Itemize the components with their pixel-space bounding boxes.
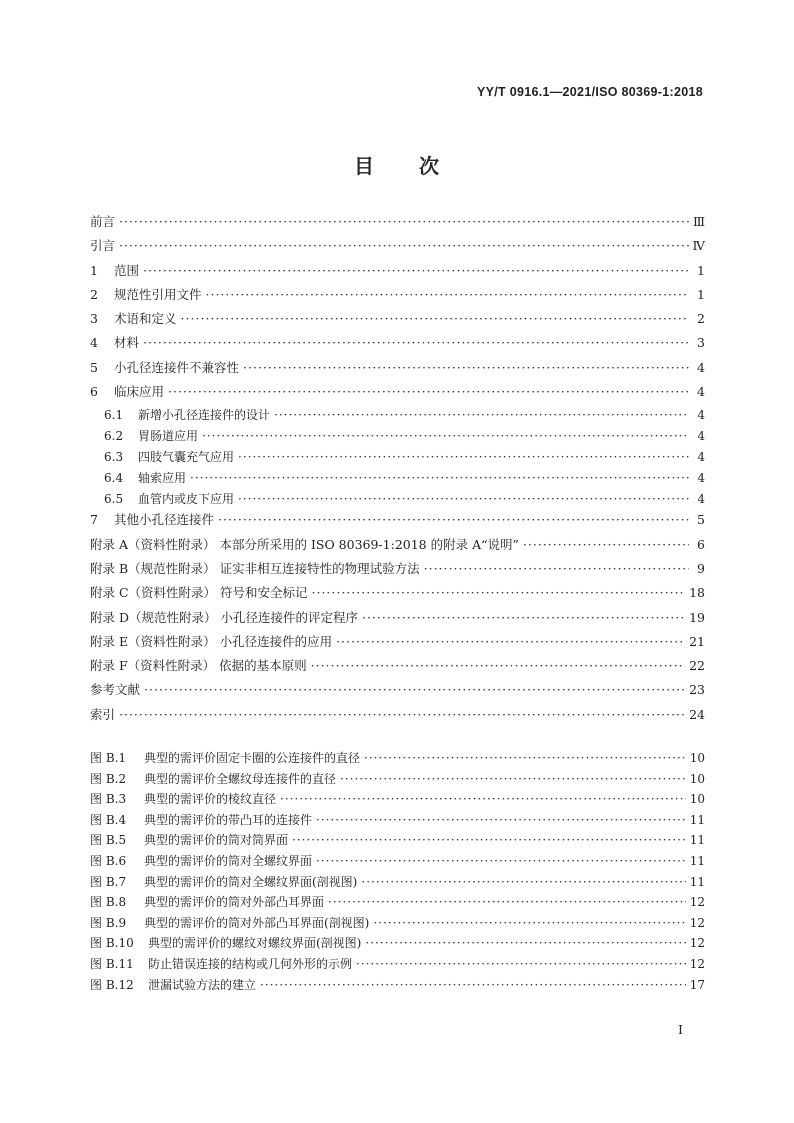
toc-entry-label — [90, 608, 358, 626]
dot-leader — [274, 408, 689, 422]
toc-entry-page: 9 — [697, 560, 705, 576]
toc-entry[interactable] — [90, 705, 705, 729]
dot-leader — [168, 384, 689, 399]
toc-entry-number: 7 — [90, 512, 98, 528]
dot-leader — [364, 751, 686, 765]
figure-entry-label — [90, 831, 288, 848]
figure-title: 典型的需评价的筒对筒界面 — [144, 833, 289, 848]
toc-entry-text: 附录 A（资料性附录） 本部分所采用的 ISO 80369-1:2018 的附录 A“说明” — [90, 536, 519, 552]
toc-entry-text: 其他小孔径连接件 — [114, 512, 215, 528]
toc-entry[interactable] — [90, 358, 705, 382]
toc-entry-page: 19 — [689, 609, 705, 625]
figure-entry-label — [90, 873, 357, 890]
toc-entry-text: 参考文献 — [90, 682, 141, 698]
dot-leader — [218, 512, 689, 527]
dot-leader — [336, 634, 685, 649]
figure-page: 17 — [689, 977, 705, 992]
figure-entry-label — [90, 749, 360, 766]
toc-entry-page: 4 — [697, 449, 705, 464]
figure-title: 典型的需评价固定卡圈的公连接件的直径 — [144, 751, 361, 765]
dot-leader — [190, 471, 689, 485]
toc-entry[interactable] — [90, 510, 705, 534]
figure-page: 11 — [689, 812, 705, 827]
figure-number: 图 B.4 — [90, 812, 127, 827]
toc-entry-text: 附录 B（规范性附录） 证实非相互连接特性的物理试验方法 — [90, 560, 420, 576]
toc-entry-label — [90, 309, 177, 327]
toc-entry[interactable] — [90, 212, 705, 236]
figure-page: 12 — [689, 956, 705, 971]
figure-entry[interactable] — [90, 934, 705, 955]
figure-page: 11 — [689, 874, 705, 889]
dot-leader — [316, 854, 686, 868]
toc-entry-text: 材料 — [114, 335, 140, 351]
toc-entry-text: 附录 E（资料性附录） 小孔径连接件的应用 — [90, 633, 333, 649]
toc-entry-label — [90, 535, 519, 553]
figure-entry-label — [90, 790, 276, 807]
figure-page: 10 — [689, 792, 705, 807]
toc-entry-number: 4 — [90, 335, 98, 351]
figure-entry[interactable] — [90, 811, 705, 832]
toc-entry-page: 4 — [697, 384, 705, 400]
dot-leader — [316, 813, 686, 827]
figure-title: 典型的需评价的筒对外部凸耳界面(剖视图) — [144, 915, 370, 930]
dot-leader — [373, 916, 685, 930]
dot-leader — [243, 360, 689, 375]
dot-leader — [260, 978, 686, 992]
dot-leader — [144, 682, 685, 697]
toc-entry[interactable] — [90, 583, 705, 607]
figure-title: 典型的需评价的筒对全螺纹界面 — [144, 853, 313, 868]
toc-entry-page: 6 — [697, 536, 705, 552]
toc-entry-text: 术语和定义 — [114, 311, 177, 327]
figure-number: 图 B.12 — [90, 977, 134, 992]
figure-entry[interactable] — [90, 770, 705, 791]
toc-entry-label — [90, 285, 202, 303]
toc-entry[interactable] — [90, 608, 705, 632]
toc-entry-page: 4 — [697, 359, 705, 375]
figure-title: 防止错误连接的结构或几何外形的示例 — [148, 956, 353, 971]
toc-entry-page: Ⅳ — [692, 238, 705, 254]
toc-entry-page: 4 — [697, 470, 705, 485]
toc-entry-label — [90, 333, 139, 351]
toc-entry-label — [90, 583, 308, 601]
dot-leader — [119, 238, 688, 253]
toc-entry-text: 索引 — [90, 706, 116, 722]
toc-entry-page: 24 — [689, 706, 705, 722]
figure-number: 图 B.8 — [90, 895, 127, 910]
figure-entry[interactable] — [90, 873, 705, 894]
toc-entry-number: 6.1 — [104, 408, 124, 423]
dot-leader — [312, 585, 686, 600]
toc-entry-label — [90, 559, 420, 577]
toc-entry-page: 5 — [697, 512, 705, 528]
toc-entry-page: 4 — [697, 491, 705, 506]
figure-entry-label — [90, 976, 256, 993]
toc-entry[interactable] — [90, 535, 705, 559]
toc-entry-page: Ⅲ — [692, 214, 705, 229]
figure-number: 图 B.11 — [90, 956, 134, 971]
figure-page: 12 — [689, 895, 705, 910]
toc-entry-number: 3 — [90, 311, 98, 327]
toc-entry[interactable] — [90, 236, 705, 260]
toc-entry-text: 四肢气囊充气应用 — [138, 449, 235, 464]
toc-entry-page: 2 — [697, 311, 705, 327]
figure-page: 11 — [689, 833, 705, 848]
dot-leader — [361, 875, 685, 889]
figure-entry[interactable] — [90, 749, 705, 770]
toc-entry-text: 引言 — [90, 238, 116, 254]
dot-leader — [365, 936, 685, 950]
dot-leader — [238, 492, 689, 506]
toc-entry-label — [90, 656, 307, 674]
toc-subentry[interactable] — [90, 448, 705, 469]
toc-entry-page: 1 — [697, 262, 705, 278]
figure-page: 12 — [689, 936, 705, 951]
figure-title: 典型的需评价的筒对全螺纹界面(剖视图) — [144, 874, 358, 889]
figure-entry[interactable] — [90, 976, 705, 997]
dot-leader — [119, 214, 689, 229]
toc-entry-page: 23 — [689, 682, 705, 698]
toc-entry-label — [90, 632, 332, 650]
toc-entry-number: 6 — [90, 384, 98, 400]
toc-entry-text: 附录 F（资料性附录） 依据的基本原则 — [90, 658, 307, 674]
figure-title: 典型的需评价的螺纹对螺纹界面(剖视图) — [148, 936, 362, 951]
dot-leader — [143, 263, 689, 278]
figure-title: 典型的需评价的棱纹直径 — [144, 792, 277, 807]
figure-entry-label — [90, 852, 312, 869]
toc-subentry[interactable] — [90, 469, 705, 490]
dot-leader — [143, 335, 689, 350]
toc-entry-text: 小孔径连接件不兼容性 — [114, 359, 240, 375]
figure-title: 典型的需评价的带凸耳的连接件 — [144, 812, 313, 827]
dot-leader — [119, 707, 685, 722]
toc-entry-label — [90, 382, 164, 400]
dot-leader — [202, 429, 689, 443]
dot-leader — [292, 833, 686, 847]
figure-page: 10 — [689, 771, 705, 786]
table-of-contents — [90, 212, 705, 729]
toc-entry-text: 规范性引用文件 — [114, 286, 202, 302]
toc-entry[interactable] — [90, 559, 705, 583]
dot-leader — [238, 450, 689, 464]
toc-entry-label — [104, 406, 270, 423]
toc-entry-label — [90, 358, 239, 376]
figure-page: 10 — [689, 751, 705, 765]
figure-number: 图 B.3 — [90, 792, 127, 807]
dot-leader — [362, 610, 685, 625]
dot-leader — [206, 287, 689, 302]
figure-entry-label — [90, 934, 361, 951]
list-of-figures — [90, 749, 705, 996]
toc-entry-label — [104, 427, 198, 444]
toc-entry[interactable] — [90, 656, 705, 680]
figure-title: 泄漏试验方法的建立 — [148, 977, 257, 992]
figure-number: 图 B.2 — [90, 771, 127, 786]
toc-entry-number: 1 — [90, 262, 98, 278]
toc-subentry[interactable] — [90, 427, 705, 448]
toc-entry-page: 1 — [697, 286, 705, 302]
standard-code: YY/T 0916.1—2021/ISO 80369-1:2018 — [476, 85, 703, 99]
figure-number: 图 B.7 — [90, 874, 127, 889]
toc-entry-text: 新增小孔径连接件的设计 — [138, 408, 271, 423]
toc-entry[interactable] — [90, 285, 705, 309]
page-title — [0, 150, 794, 179]
dot-leader — [328, 895, 686, 909]
toc-entry-number: 5 — [90, 359, 98, 375]
figure-number: 图 B.1 — [90, 751, 127, 765]
toc-entry-label — [90, 261, 139, 279]
figure-entry[interactable] — [90, 790, 705, 811]
toc-entry-text: 范围 — [114, 262, 140, 278]
toc-subentry[interactable] — [90, 406, 705, 427]
toc-entry-number: 6.4 — [104, 470, 124, 485]
figure-page: 11 — [689, 853, 705, 868]
figure-title: 典型的需评价全螺纹母连接件的直径 — [144, 771, 337, 786]
toc-entry-text: 轴索应用 — [138, 470, 187, 485]
figure-number: 图 B.5 — [90, 833, 127, 848]
dot-leader — [356, 957, 686, 971]
figure-entry-label — [90, 811, 312, 828]
toc-entry-text: 附录 C（资料性附录） 符号和安全标记 — [90, 585, 308, 601]
toc-entry-text: 前言 — [90, 214, 116, 229]
toc-subentry[interactable] — [90, 490, 705, 511]
toc-entry-number: 6.3 — [104, 449, 124, 464]
toc-entry[interactable] — [90, 309, 705, 333]
toc-entry-page: 4 — [697, 408, 705, 423]
toc-entry-label — [90, 705, 115, 723]
figure-entry-label — [90, 770, 336, 787]
toc-entry-number: 6.5 — [104, 491, 124, 506]
toc-entry-page: 4 — [697, 429, 705, 444]
toc-entry-text: 胃肠道应用 — [138, 429, 199, 444]
figure-entry[interactable] — [90, 852, 705, 873]
page-number: I — [678, 1022, 683, 1037]
title-char-2: 次 — [419, 154, 440, 178]
toc-entry[interactable] — [90, 680, 705, 704]
toc-entry-label — [90, 212, 115, 230]
dot-leader — [424, 561, 689, 576]
dot-leader — [311, 658, 685, 673]
toc-entry-text: 临床应用 — [114, 384, 165, 400]
figure-entry[interactable] — [90, 955, 705, 976]
figure-number: 图 B.10 — [90, 936, 134, 951]
toc-entry-label — [90, 236, 115, 254]
figure-title: 典型的需评价的筒对外部凸耳界面 — [144, 895, 325, 910]
figure-number: 图 B.6 — [90, 853, 127, 868]
toc-entry-page: 3 — [697, 335, 705, 351]
figure-entry-label — [90, 893, 324, 910]
toc-entry-number: 6.2 — [104, 429, 124, 444]
toc-entry-page: 18 — [689, 585, 705, 601]
toc-entry-label — [90, 680, 140, 698]
dot-leader — [523, 537, 689, 552]
toc-entry-label — [104, 448, 234, 465]
toc-entry-page: 22 — [689, 658, 705, 674]
dot-leader — [340, 772, 686, 786]
toc-entry-page: 21 — [689, 633, 705, 649]
toc-entry-label — [104, 469, 186, 486]
toc-entry-text: 附录 D（规范性附录） 小孔径连接件的评定程序 — [90, 609, 358, 625]
figure-entry[interactable] — [90, 831, 705, 852]
toc-entry[interactable] — [90, 333, 705, 357]
figure-page: 12 — [689, 915, 705, 930]
toc-entry-label — [104, 490, 234, 507]
toc-entry[interactable] — [90, 632, 705, 656]
toc-entry-label — [90, 510, 214, 528]
title-char-1: 目 — [354, 154, 375, 178]
toc-entry[interactable] — [90, 382, 705, 406]
toc-entry[interactable] — [90, 261, 705, 285]
figure-entry[interactable] — [90, 914, 705, 935]
figure-entry-label — [90, 955, 352, 972]
toc-entry-number: 2 — [90, 286, 98, 302]
figure-entry-label — [90, 914, 369, 931]
figure-number: 图 B.9 — [90, 915, 127, 930]
toc-entry-text: 血管内或皮下应用 — [138, 491, 235, 506]
figure-entry[interactable] — [90, 893, 705, 914]
dot-leader — [181, 311, 689, 326]
dot-leader — [280, 792, 686, 806]
